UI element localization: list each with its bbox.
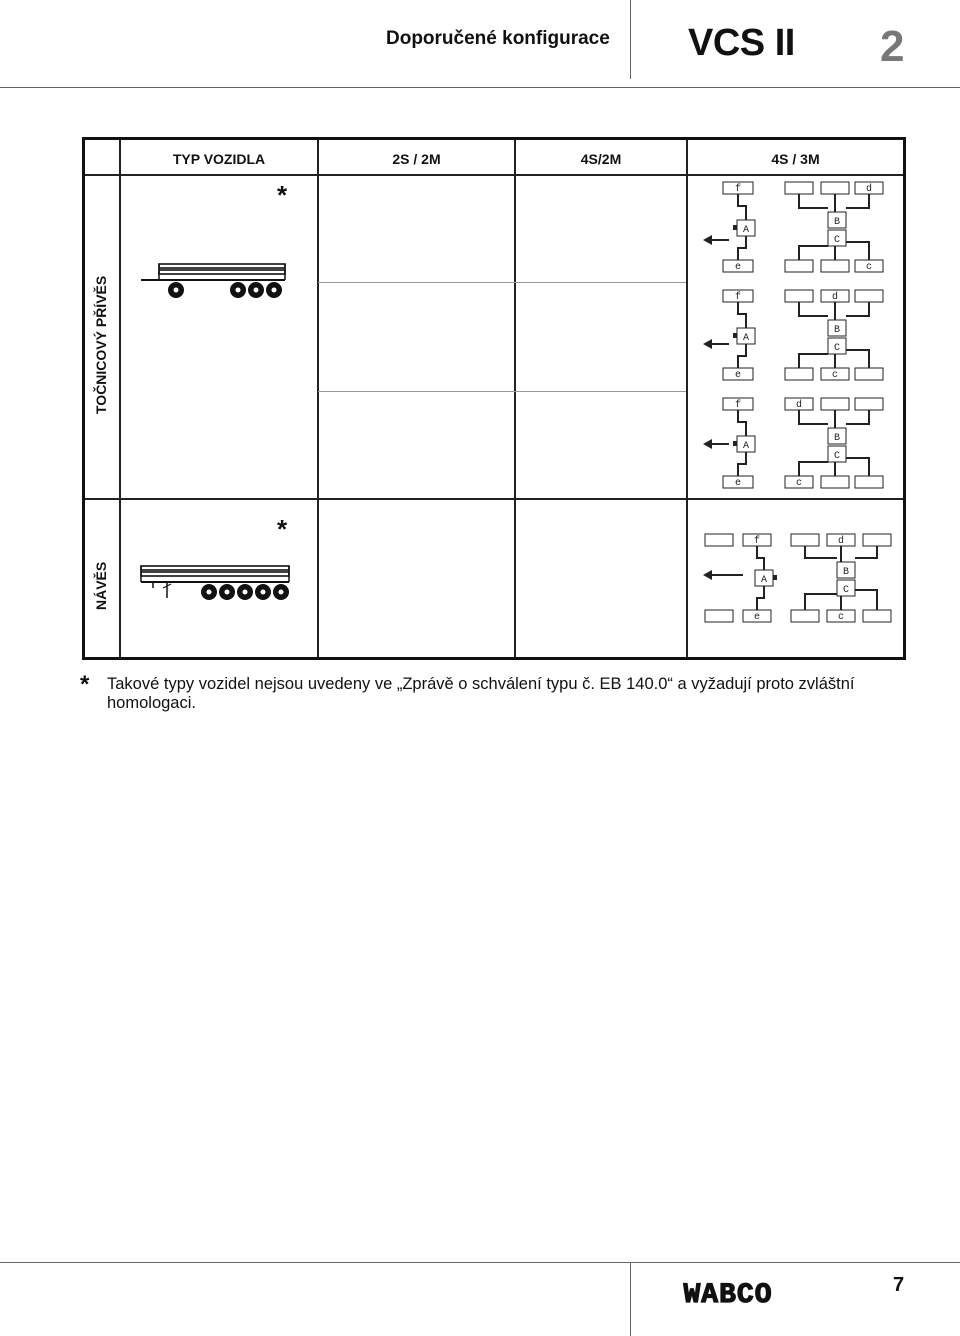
column-header-vehicle-type: TYP VOZIDLA bbox=[172, 151, 266, 167]
diagram-label-B: B bbox=[833, 325, 841, 336]
diagram-label-c: c bbox=[795, 478, 803, 489]
page-number: 7 bbox=[893, 1274, 905, 1296]
diagram-label-C: C bbox=[842, 585, 850, 596]
diagram-label-C: C bbox=[833, 451, 841, 462]
footer-divider bbox=[630, 1262, 631, 1336]
row-header-semitrailer: NÁVĚS bbox=[93, 561, 109, 610]
brand-name: WABCO bbox=[683, 1280, 773, 1306]
diagram-label-C: C bbox=[833, 343, 841, 354]
column-line-1 bbox=[317, 140, 319, 657]
diagram-label-A: A bbox=[742, 333, 750, 344]
configuration-table bbox=[82, 137, 906, 660]
diagram-label-e: e bbox=[734, 262, 742, 273]
diagram-label-e: e bbox=[734, 478, 742, 489]
diagram-label-f: f bbox=[734, 184, 742, 195]
column-header-4s-3m: 4S / 3M bbox=[771, 151, 820, 167]
semitrailer-icon bbox=[139, 562, 294, 604]
diagram-label-f: f bbox=[734, 292, 742, 303]
row-divider-line bbox=[85, 498, 903, 500]
diagram-label-f: f bbox=[753, 536, 761, 547]
column-header-2s-2m: 2S / 2M bbox=[392, 151, 441, 167]
chapter-number: 2 bbox=[880, 22, 905, 71]
label-column-line bbox=[119, 140, 121, 657]
product-name: VCS II bbox=[688, 22, 795, 64]
header-divider bbox=[630, 0, 631, 79]
footnote-marker: * bbox=[80, 671, 90, 698]
column-header-4s-2m: 4S/2M bbox=[580, 151, 622, 167]
diagram-label-d: d bbox=[837, 536, 845, 547]
diagram-label-e: e bbox=[734, 370, 742, 381]
sub-row-line-2 bbox=[318, 391, 686, 392]
diagram-label-d: d bbox=[831, 292, 839, 303]
document-title: Doporučené konfigurace bbox=[386, 28, 610, 49]
brake-layout-diagram-3 bbox=[703, 396, 893, 494]
row-asterisk-drawbar: * bbox=[277, 180, 288, 210]
footnote-text: Takové typy vozidel nejsou uvedeny ve „Zprávě o schválení typu č. EB 140.0“ a vyžadují proto zvláštní homologaci. bbox=[107, 675, 855, 712]
column-line-2 bbox=[514, 140, 516, 657]
diagram-label-B: B bbox=[833, 217, 841, 228]
diagram-label-B: B bbox=[833, 433, 841, 444]
diagram-label-A: A bbox=[760, 575, 768, 586]
diagram-label-e: e bbox=[753, 612, 761, 623]
diagram-label-c: c bbox=[831, 370, 839, 381]
brake-layout-diagram-semitrailer bbox=[703, 532, 899, 628]
diagram-label-C: C bbox=[833, 235, 841, 246]
diagram-label-A: A bbox=[742, 225, 750, 236]
diagram-label-c: c bbox=[865, 262, 873, 273]
diagram-label-d: d bbox=[795, 400, 803, 411]
brake-layout-diagram-2 bbox=[703, 288, 893, 386]
drawbar-trailer-icon bbox=[139, 260, 289, 302]
row-asterisk-semitrailer: * bbox=[277, 514, 288, 544]
footer-rule bbox=[0, 1262, 960, 1263]
header-rule bbox=[0, 87, 960, 88]
diagram-label-B: B bbox=[842, 567, 850, 578]
header-row-line bbox=[85, 174, 903, 176]
row-header-drawbar-trailer: TOČNICOVÝ PŘÍVĚS bbox=[93, 275, 109, 414]
diagram-label-f: f bbox=[734, 400, 742, 411]
sub-row-line-1 bbox=[318, 282, 686, 283]
column-line-3 bbox=[686, 140, 688, 657]
wabco-logo bbox=[658, 1278, 798, 1306]
diagram-label-A: A bbox=[742, 441, 750, 452]
brake-layout-diagram-1 bbox=[703, 180, 893, 278]
diagram-label-c: c bbox=[837, 612, 845, 623]
diagram-label-d: d bbox=[865, 184, 873, 195]
